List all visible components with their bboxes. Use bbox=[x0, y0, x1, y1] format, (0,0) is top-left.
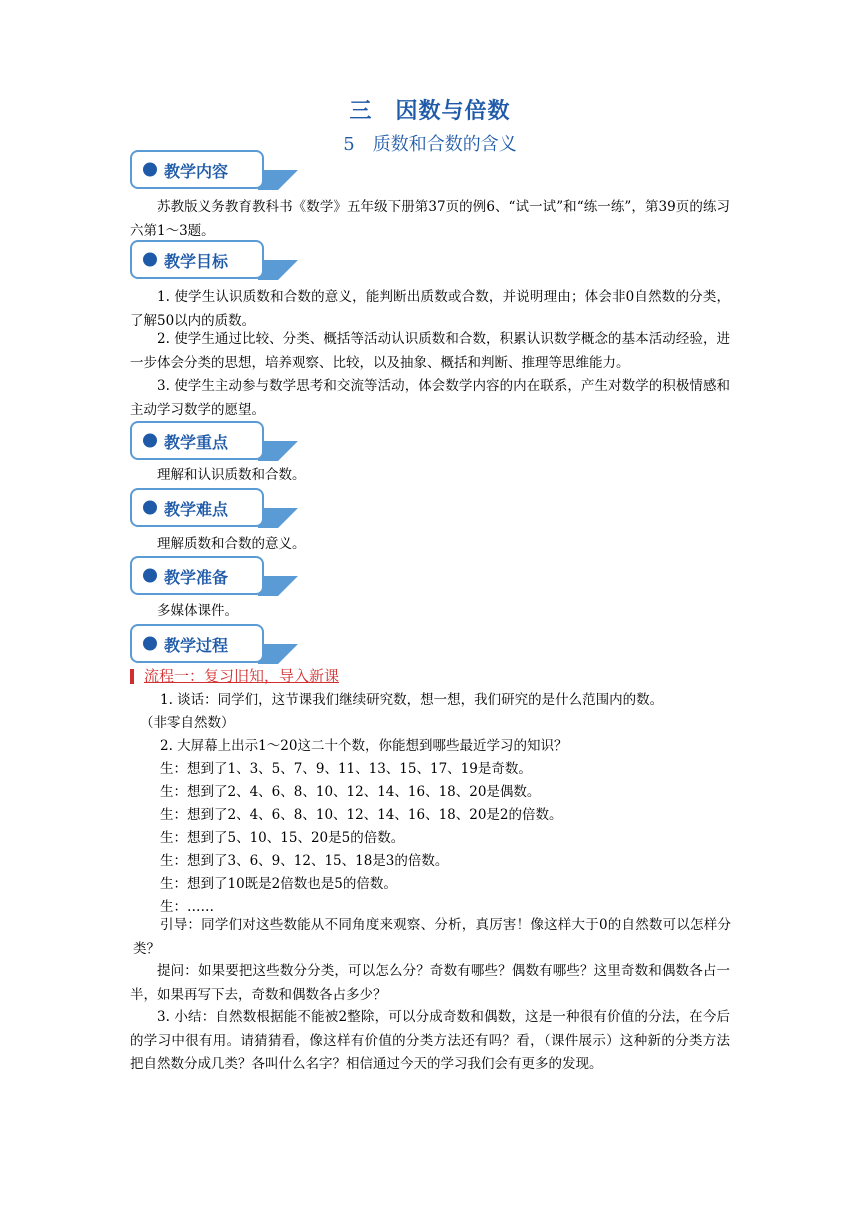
guide-text: 引导：同学们对这些数能从不同角度来观察、分析，真厉害！像这样大于0的自然数可以怎样分类？ bbox=[133, 917, 731, 957]
process-line: 生：想到了2、4、6、8、10、12、14、16、18、20是偶数。 bbox=[160, 784, 541, 800]
bullet-icon bbox=[143, 434, 157, 448]
section-header-difficulty bbox=[130, 488, 310, 530]
difficulty-text: 理解质数和合数的意义。 bbox=[157, 536, 306, 552]
process-line: 生：想到了3、6、9、12、15、18是3的倍数。 bbox=[160, 853, 449, 869]
section-header-goals bbox=[130, 240, 310, 282]
section-header-process bbox=[130, 624, 310, 666]
prep-text: 多媒体课件。 bbox=[157, 603, 238, 619]
question-text: 提问：如果要把这些数分分类，可以怎么分？奇数有哪些？偶数有哪些？这里奇数和偶数各占一半，如果再写下去，奇数和偶数各占多少？ bbox=[130, 963, 730, 1003]
section-title: 教学准备 bbox=[164, 568, 229, 587]
page-subtitle: 5 质数和合数的含义 bbox=[343, 134, 517, 155]
bullet-icon bbox=[143, 253, 157, 267]
process-line: 生：想到了10既是2倍数也是5的倍数。 bbox=[160, 876, 397, 892]
bullet-icon bbox=[143, 569, 157, 583]
page-title: 三 因数与倍数 bbox=[349, 99, 511, 124]
summary-text: 3. 小结：自然数根据能不能被2整除，可以分成奇数和偶数，这是一种很有价值的分法，在今后的学习中很有用。请猜猜看，像这样有价值的分类方法还有吗？看，（课件展示）这种新的分类方法把自然数分成几类？各叫什么名字？相信通过今天的学习我们会有更多的发现。 bbox=[130, 1009, 730, 1072]
process-line: 生：想到了5、10、15、20是5的倍数。 bbox=[160, 830, 405, 846]
section-title: 教学难点 bbox=[164, 500, 229, 519]
bullet-icon bbox=[143, 163, 157, 177]
section-header-content bbox=[130, 150, 310, 192]
flow-title: 流程一：复习旧知，导入新课 bbox=[144, 667, 340, 685]
bullet-icon bbox=[143, 501, 157, 515]
key-text: 理解和认识质数和合数。 bbox=[157, 467, 306, 483]
section-title: 教学目标 bbox=[164, 252, 229, 271]
section-title: 教学重点 bbox=[164, 433, 229, 452]
section-header-key bbox=[130, 421, 310, 463]
goal-item: 3. 使学生主动参与数学思考和交流等活动，体会数学内容的内在联系，产生对数学的积极情感和主动学习数学的愿望。 bbox=[130, 378, 730, 418]
bullet-icon bbox=[143, 637, 157, 651]
process-line: 生：…… bbox=[160, 899, 214, 915]
goal-item: 2. 使学生通过比较、分类、概括等活动认识质数和合数，积累认识数学概念的基本活动经验，进一步体会分类的思想，培养观察、比较，以及抽象、概括和判断、推理等思维能力。 bbox=[130, 331, 730, 371]
process-line: （非零自然数） bbox=[140, 715, 235, 731]
goal-item: 1. 使学生认识质数和合数的意义，能判断出质数或合数，并说明理由；体会非0自然数的分类，了解50以内的质数。 bbox=[130, 289, 730, 329]
section-header-prep bbox=[130, 556, 310, 598]
section-title: 教学内容 bbox=[164, 162, 229, 181]
process-line: 1. 谈话：同学们，这节课我们继续研究数，想一想，我们研究的是什么范围内的数。 bbox=[160, 692, 664, 708]
process-line: 生：想到了2、4、6、8、10、12、14、16、18、20是2的倍数。 bbox=[160, 807, 563, 823]
section-title: 教学过程 bbox=[164, 636, 229, 655]
process-line: 生：想到了1、3、5、7、9、11、13、15、17、19是奇数。 bbox=[160, 761, 532, 777]
flow-marker bbox=[130, 669, 134, 684]
process-line: 2. 大屏幕上出示1～20这二十个数，你能想到哪些最近学习的知识？ bbox=[160, 738, 568, 754]
content-text: 苏教版义务教育教科书《数学》五年级下册第37页的例6、“试一试”和“练一练”，第39页的练习六第1～3题。 bbox=[130, 199, 730, 239]
